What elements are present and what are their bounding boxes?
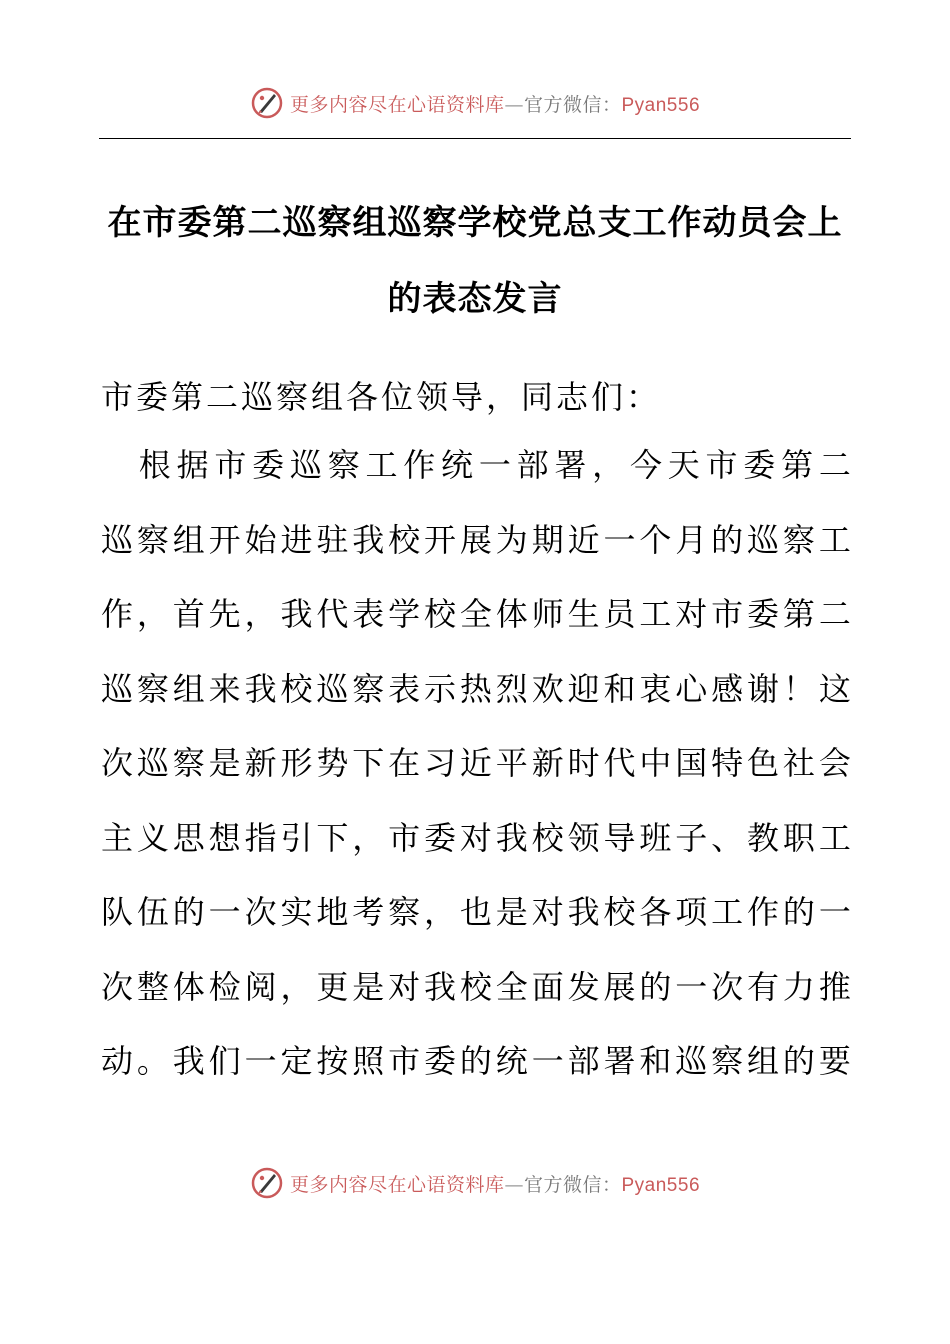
body-line: 队 伍 的 一 次 实 地 考 察 ， 也 是 对 我 校 各 项 工 作 的 一: [101, 893, 851, 931]
banner-site-text: 更多内容尽在心语资料库: [289, 1173, 505, 1196]
body-line: 巡 察 组 开 始 进 驻 我 校 开 展 为 期 近 一 个 月 的 巡 察 工: [101, 520, 851, 559]
footer-banner: [0, 1158, 950, 1208]
banner-wechat-id: Pyan556: [621, 94, 701, 116]
body-line: 作 ， 首 先 ， 我 代 表 学 校 全 体 师 生 员 工 对 市 委 第 二: [101, 595, 851, 633]
banner-official-label: 官方微信：: [523, 1173, 622, 1196]
body-line: 巡 察 组 来 我 校 巡 察 表 示 热 烈 欢 迎 和 衷 心 感 谢 ！ 这: [101, 669, 851, 708]
quill-pen-logo-icon: [250, 1166, 284, 1200]
banner-official-label: 官方微信：: [523, 93, 622, 116]
title-line-1: 在市委第二巡察组巡察学校党总支工作动员会上: [107, 203, 843, 243]
banner-separator: —: [504, 93, 524, 116]
header-divider: [99, 138, 851, 139]
title-line-2: 的表态发言: [387, 279, 563, 319]
banner-separator: —: [504, 1173, 524, 1196]
body-line: 次 巡 察 是 新 形 势 下 在 习 近 平 新 时 代 中 国 特 色 社 会: [101, 744, 851, 782]
body-line: 主 义 思 想 指 引 下 ， 市 委 对 我 校 领 导 班 子 、 教 职 工: [101, 818, 851, 857]
banner-site-text: 更多内容尽在心语资料库: [289, 93, 505, 116]
banner-text: [290, 1170, 700, 1197]
banner-text: [290, 90, 700, 117]
quill-pen-logo-icon: [250, 86, 284, 120]
body-paragraph: [101, 440, 851, 1111]
salutation: 市委第二巡察组各位领导，同志们：: [101, 378, 662, 416]
body-line: 次 整 体 检 阅 ， 更 是 对 我 校 全 面 发 展 的 一 次 有 力 推: [101, 967, 851, 1006]
header-banner: [0, 78, 950, 128]
document-title: [99, 185, 851, 337]
body-line: 根 据 市 委 巡 察 工 作 统 一 部 署 ， 今 天 市 委 第 二: [138, 446, 851, 484]
body-line: 动 。 我 们 一 定 按 照 市 委 的 统 一 部 署 和 巡 察 组 的 要: [101, 1042, 851, 1080]
banner-wechat-id: Pyan556: [621, 1174, 701, 1196]
